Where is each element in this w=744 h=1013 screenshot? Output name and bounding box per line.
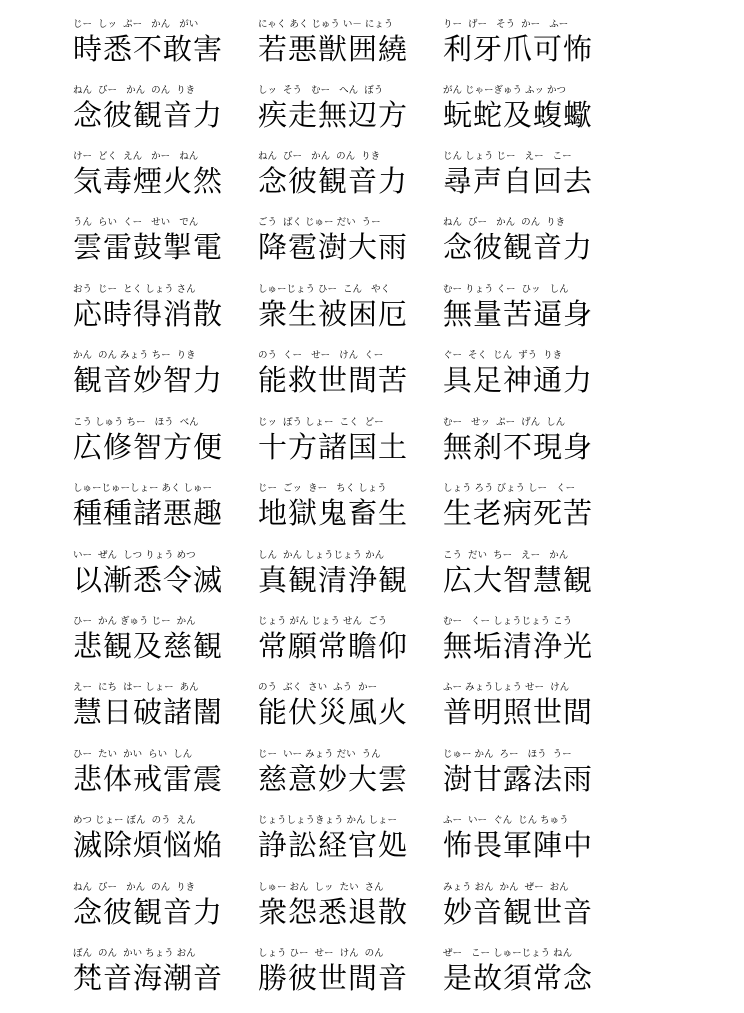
furigana-reading: しゅーじょう ひー こん やく [258,284,391,295]
kanji-phrase: 慈意妙大雲 [258,762,409,796]
furigana-reading: しゅー おん しッ たい さん [258,882,384,893]
furigana-reading: いー ぜん しつ りょう めつ [73,550,196,561]
kanji-phrase: 普明照世間 [443,695,594,729]
kanji-phrase: 応時得消散 [73,297,224,331]
furigana-reading: じー しッ ぷー かん がい [73,19,199,30]
kanji-phrase: 無刹不現身 [443,430,594,464]
kanji-phrase: 時悉不敢害 [73,32,224,66]
furigana-reading: ねん びー かん のん りき [443,217,566,228]
kanji-phrase: 疾走無辺方 [258,98,409,132]
verse-phrase [258,216,428,282]
furigana-reading: ふー いー ぐん じん ちゅう [443,815,569,826]
verse-phrase [258,748,428,814]
verse-phrase [258,84,428,150]
verse-phrase [258,947,428,1013]
verse-line [0,549,744,615]
furigana-reading: こう だい ちー えー かん [443,550,569,561]
furigana-reading: ごう ばく じゅー だい うー [258,217,381,228]
kanji-phrase: 是故須常念 [443,961,594,995]
verse-phrase [73,416,243,482]
verse-line [0,84,744,150]
kanji-phrase: 勝彼世間音 [258,961,409,995]
verse-line [0,349,744,415]
verse-phrase [443,150,613,216]
furigana-reading: じー ごッ きー ちく しょう [258,483,387,494]
furigana-reading: けー どく えん かー ねん [73,151,199,162]
verse-phrase [73,814,243,880]
furigana-reading: おう じー とく しょう さん [73,284,196,295]
kanji-phrase: 具足神通力 [443,363,594,397]
furigana-reading: のう くー せー けん くー [258,350,384,361]
kanji-phrase: 慧日破諸闇 [73,695,224,729]
kanji-phrase: 念彼観音力 [73,895,224,929]
furigana-reading: ひー たい かい らい しん [73,749,193,760]
kanji-phrase: 能伏災風火 [258,695,409,729]
verse-phrase [73,947,243,1013]
kanji-phrase: 悲体戒雷震 [73,762,224,796]
verse-phrase [73,482,243,548]
furigana-reading: がん じゃーぎゅう ふッ かつ [443,85,567,96]
verse-phrase [258,18,428,84]
furigana-reading: ひー かん ぎゅう じー かん [73,616,196,627]
verse-phrase [443,814,613,880]
kanji-phrase: 妙音観世音 [443,895,594,929]
kanji-phrase: 若悪獣囲繞 [258,32,409,66]
furigana-reading: のう ぶく さい ふう かー [258,682,378,693]
verse-line [0,615,744,681]
verse-phrase [258,881,428,947]
kanji-phrase: 利牙爪可怖 [443,32,594,66]
verse-line [0,216,744,282]
furigana-reading: しッ そう むー へん ぼう [258,85,384,96]
verse-phrase [258,681,428,747]
kanji-phrase: 衆怨悉退散 [258,895,409,929]
verse-line [0,416,744,482]
kanji-phrase: 梵音海潮音 [73,961,224,995]
verse-phrase [73,615,243,681]
verse-phrase [443,681,613,747]
furigana-reading: しょう ひー せー けん のん [258,948,384,959]
furigana-reading: ぜー こー しゅーじょう ねん [443,948,573,959]
furigana-reading: しゅーじゅーしょー あく しゅー [73,483,213,494]
kanji-phrase: 能救世間苦 [258,363,409,397]
furigana-reading: めつ じょー ぼん のう えん [73,815,196,826]
furigana-reading: じゅー かん ろー ほう うー [443,749,572,760]
verse-phrase [258,150,428,216]
furigana-reading: ぼん のん かい ちょう おん [73,948,196,959]
furigana-reading: えー にち はー しょー あん [73,682,199,693]
kanji-phrase: 怖畏軍陣中 [443,828,594,862]
kanji-phrase: 常願常瞻仰 [258,629,409,663]
verse-phrase [258,416,428,482]
furigana-reading: うん らい くー せい でん [73,217,199,228]
kanji-phrase: 無量苦逼身 [443,297,594,331]
verse-phrase [73,84,243,150]
verse-phrase [258,283,428,349]
verse-phrase [258,482,428,548]
kanji-phrase: 生老病死苦 [443,496,594,530]
furigana-reading: ふー みょうしょう せー けん [443,682,570,693]
kanji-phrase: 澍甘露法雨 [443,762,594,796]
verse-line [0,18,744,84]
furigana-reading: りー げー そう かー ふー [443,19,569,30]
verse-phrase [258,615,428,681]
verse-line [0,814,744,880]
verse-phrase [443,482,613,548]
verse-phrase [443,216,613,282]
kanji-phrase: 念彼観音力 [73,98,224,132]
furigana-reading: にゃく あく じゅう い－ にょう [258,19,394,30]
verse-line [0,681,744,747]
furigana-reading: ねん びー かん のん りき [73,85,196,96]
furigana-reading: じッ ぽう しょー こく どー [258,417,384,428]
furigana-reading: ねん びー かん のん りき [73,882,196,893]
kanji-phrase: 悲観及慈観 [73,629,224,663]
furigana-reading: むー りょう くー ひッ しん [443,284,569,295]
kanji-phrase: 観音妙智力 [73,363,224,397]
kanji-phrase: 念彼観音力 [258,164,409,198]
verse-line [0,947,744,1013]
kanji-phrase: 念彼観音力 [443,230,594,264]
verse-phrase [73,216,243,282]
verse-phrase [443,84,613,150]
kanji-phrase: 以漸悉令滅 [73,563,224,597]
furigana-reading: じょう がん じょう せん ごう [258,616,388,627]
verse-phrase [443,349,613,415]
kanji-phrase: 滅除煩悩焔 [73,828,224,862]
kanji-phrase: 降雹澍大雨 [258,230,409,264]
kanji-phrase: 尋声自回去 [443,164,594,198]
furigana-reading: むー せッ ぷー げん しん [443,417,566,428]
kanji-phrase: 広大智慧観 [443,563,594,597]
verse-phrase [73,881,243,947]
kanji-phrase: 蚖蛇及蝮蠍 [443,98,594,132]
verse-phrase [73,18,243,84]
verse-line [0,881,744,947]
verse-phrase [258,549,428,615]
verse-phrase [443,416,613,482]
kanji-phrase: 無垢清浄光 [443,629,594,663]
verse-line [0,482,744,548]
verse-phrase [73,748,243,814]
kanji-phrase: 種種諸悪趣 [73,496,224,530]
verse-phrase [443,283,613,349]
verse-line [0,150,744,216]
verse-phrase [73,549,243,615]
kanji-phrase: 諍訟経官処 [258,828,409,862]
furigana-reading: しょう ろう びょう しー くー [443,483,576,494]
verse-phrase [443,748,613,814]
furigana-reading: かん のん みょう ちー りき [73,350,196,361]
kanji-phrase: 真観清浄観 [258,563,409,597]
kanji-phrase: 十方諸国土 [258,430,409,464]
kanji-phrase: 地獄鬼畜生 [258,496,409,530]
furigana-reading: こう しゅう ちー ほう べん [73,417,199,428]
verse-phrase [258,814,428,880]
furigana-reading: ねん びー かん のん りき [258,151,381,162]
furigana-reading: じん しょう じー えー こー [443,151,572,162]
kanji-phrase: 雲雷鼓掣電 [73,230,224,264]
verse-line [0,748,744,814]
furigana-reading: じょうしょうきょう かん しょー [258,815,398,826]
verse-phrase [73,681,243,747]
furigana-reading: みょう おん かん ぜー おん [443,882,569,893]
verse-phrase [258,349,428,415]
kanji-phrase: 衆生被困厄 [258,297,409,331]
verse-phrase [443,549,613,615]
verse-phrase [73,283,243,349]
verse-line [0,283,744,349]
furigana-reading: しん かん しょうじょう かん [258,550,385,561]
verse-phrase [443,881,613,947]
furigana-reading: むー くー しょうじょう こう [443,616,573,627]
verse-phrase [73,150,243,216]
furigana-reading: ぐー そく じん ずう りき [443,350,563,361]
verse-phrase [443,18,613,84]
kanji-phrase: 広修智方便 [73,430,224,464]
furigana-reading: じー いー みょう だい うん [258,749,381,760]
verse-phrase [73,349,243,415]
kanji-phrase: 気毒煙火然 [73,164,224,198]
verse-phrase [443,615,613,681]
verse-phrase [443,947,613,1013]
